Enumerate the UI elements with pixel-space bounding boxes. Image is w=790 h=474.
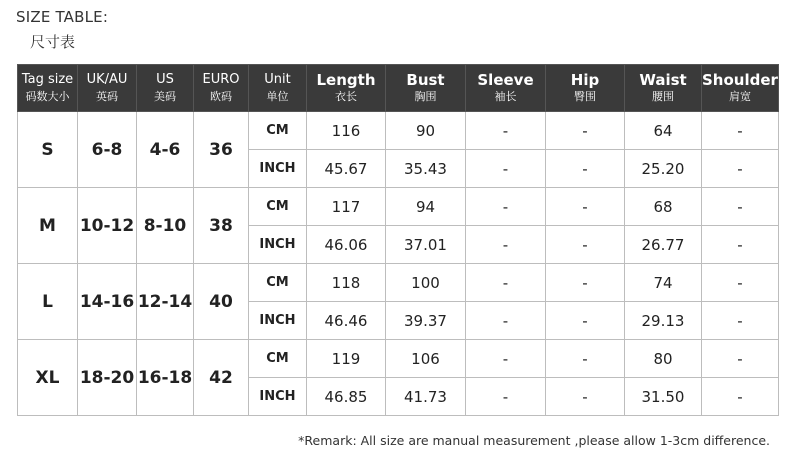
euro-value: 42 [194,340,249,416]
bust-cell: 41.73 [386,378,466,416]
shoulder-cell: - [702,378,779,416]
header-uk-au: UK/AU 英码 [78,65,137,112]
shoulder-cell: - [702,302,779,340]
uk-au-value: 14-16 [78,264,137,340]
us-value: 4-6 [137,112,194,188]
header-sleeve: Sleeve 袖长 [466,65,546,112]
waist-cell: 74 [625,264,702,302]
table-row [18,188,779,226]
length-cell: 116 [307,112,386,150]
hip-cell: - [546,226,625,264]
hip-cell: - [546,340,625,378]
sleeve-cell: - [466,188,546,226]
waist-cell: 64 [625,112,702,150]
sleeve-cell: - [466,226,546,264]
euro-value: 40 [194,264,249,340]
sleeve-cell: - [466,340,546,378]
table-row [18,112,779,150]
sleeve-cell: - [466,378,546,416]
header-row [18,65,779,112]
size-label: L [18,264,78,340]
unit-cell: CM [249,112,307,150]
sleeve-cell: - [466,264,546,302]
waist-cell: 26.77 [625,226,702,264]
unit-cell: CM [249,264,307,302]
size-label: XL [18,340,78,416]
unit-cell: CM [249,340,307,378]
unit-cell: CM [249,188,307,226]
uk-au-value: 18-20 [78,340,137,416]
hip-cell: - [546,378,625,416]
shoulder-cell: - [702,226,779,264]
title-cn: 尺寸表 [30,33,76,51]
unit-cell: INCH [249,226,307,264]
unit-cell: INCH [249,302,307,340]
length-cell: 46.85 [307,378,386,416]
title-en: SIZE TABLE: [16,8,109,26]
uk-au-value: 10-12 [78,188,137,264]
length-cell: 118 [307,264,386,302]
table-row [18,340,779,378]
size-label: M [18,188,78,264]
header-us: US 美码 [137,65,194,112]
bust-cell: 39.37 [386,302,466,340]
size-table [17,64,779,416]
bust-cell: 90 [386,112,466,150]
us-value: 16-18 [137,340,194,416]
unit-cell: INCH [249,150,307,188]
waist-cell: 80 [625,340,702,378]
unit-cell: INCH [249,378,307,416]
hip-cell: - [546,112,625,150]
waist-cell: 25.20 [625,150,702,188]
hip-cell: - [546,150,625,188]
waist-cell: 29.13 [625,302,702,340]
us-value: 12-14 [137,264,194,340]
sleeve-cell: - [466,150,546,188]
bust-cell: 37.01 [386,226,466,264]
euro-value: 36 [194,112,249,188]
shoulder-cell: - [702,340,779,378]
sleeve-cell: - [466,112,546,150]
us-value: 8-10 [137,188,194,264]
remark-note: *Remark: All size are manual measurement ,please allow 1-3cm difference. [298,433,770,448]
bust-cell: 94 [386,188,466,226]
header-unit: Unit 单位 [249,65,307,112]
header-waist: Waist 腰围 [625,65,702,112]
size-label: S [18,112,78,188]
header-bust: Bust 胸围 [386,65,466,112]
length-cell: 46.46 [307,302,386,340]
shoulder-cell: - [702,188,779,226]
table-row [18,264,779,302]
hip-cell: - [546,264,625,302]
length-cell: 117 [307,188,386,226]
header-length: Length 衣长 [307,65,386,112]
header-hip: Hip 臀围 [546,65,625,112]
shoulder-cell: - [702,264,779,302]
shoulder-cell: - [702,150,779,188]
waist-cell: 31.50 [625,378,702,416]
header-tag-size: Tag size 码数大小 [18,65,78,112]
bust-cell: 35.43 [386,150,466,188]
bust-cell: 100 [386,264,466,302]
shoulder-cell: - [702,112,779,150]
euro-value: 38 [194,188,249,264]
hip-cell: - [546,188,625,226]
uk-au-value: 6-8 [78,112,137,188]
waist-cell: 68 [625,188,702,226]
header-euro: EURO 欧码 [194,65,249,112]
header-shoulder: Shoulder 肩宽 [702,65,779,112]
length-cell: 46.06 [307,226,386,264]
bust-cell: 106 [386,340,466,378]
length-cell: 119 [307,340,386,378]
hip-cell: - [546,302,625,340]
sleeve-cell: - [466,302,546,340]
length-cell: 45.67 [307,150,386,188]
